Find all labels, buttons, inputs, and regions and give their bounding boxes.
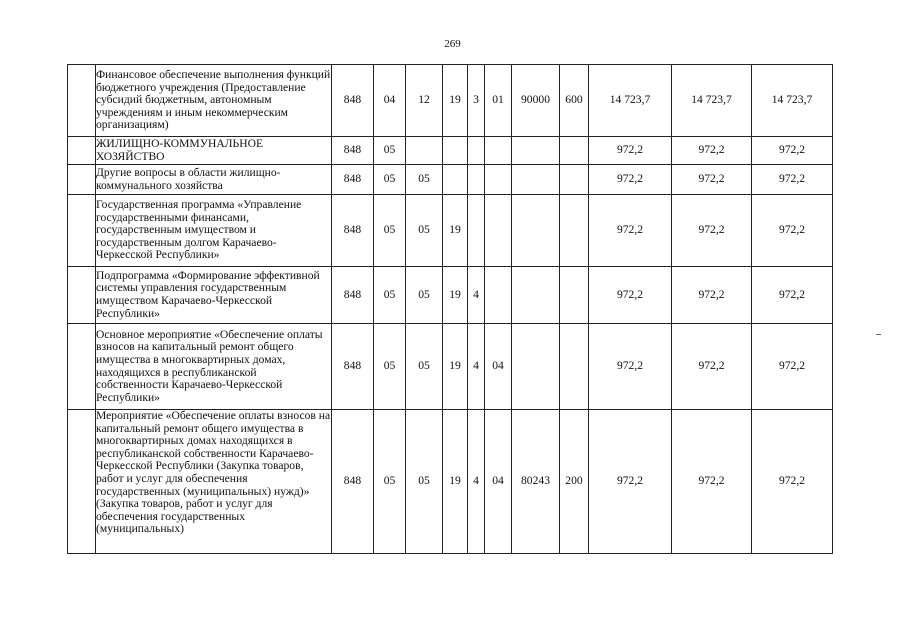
amount-year-3: 972,2	[752, 267, 833, 324]
direction-code	[512, 137, 560, 165]
ministry-code: 848	[332, 165, 374, 195]
direction-code	[512, 165, 560, 195]
section-code: 05	[374, 165, 406, 195]
program-code	[443, 165, 468, 195]
expense-type-code	[560, 267, 589, 324]
amount-year-2: 972,2	[672, 165, 752, 195]
subsection-code: 05	[406, 324, 443, 410]
amount-year-1: 972,2	[589, 137, 672, 165]
row-number-cell	[68, 410, 96, 554]
section-code: 05	[374, 137, 406, 165]
amount-year-3: 972,2	[752, 165, 833, 195]
subprogram-code: 4	[468, 267, 485, 324]
event-code	[485, 195, 512, 267]
table-row	[68, 137, 833, 165]
subsection-code	[406, 137, 443, 165]
ministry-code: 848	[332, 65, 374, 137]
amount-year-1: 14 723,7	[589, 65, 672, 137]
event-code: 04	[485, 324, 512, 410]
subsection-code: 05	[406, 410, 443, 554]
amount-year-2: 972,2	[672, 137, 752, 165]
subsection-code: 05	[406, 165, 443, 195]
direction-code: 90000	[512, 65, 560, 137]
section-code: 05	[374, 410, 406, 554]
amount-year-1: 972,2	[589, 410, 672, 554]
row-name: Финансовое обеспечение выполнения функций бюджетного учреждения (Предоставление субсидий бюджетным, автономным учреждениям и иным некоммерческим организациям)	[96, 65, 332, 137]
amount-year-3: 972,2	[752, 137, 833, 165]
amount-year-1: 972,2	[589, 165, 672, 195]
subprogram-code: 4	[468, 410, 485, 554]
event-code	[485, 165, 512, 195]
program-code: 19	[443, 65, 468, 137]
ministry-code: 848	[332, 195, 374, 267]
expense-type-code	[560, 195, 589, 267]
amount-year-3: 14 723,7	[752, 65, 833, 137]
direction-code	[512, 195, 560, 267]
program-code	[443, 137, 468, 165]
amount-year-2: 972,2	[672, 324, 752, 410]
direction-code	[512, 324, 560, 410]
amount-year-3: 972,2	[752, 410, 833, 554]
row-number-cell	[68, 267, 96, 324]
row-number-cell	[68, 195, 96, 267]
section-code: 04	[374, 65, 406, 137]
event-code	[485, 137, 512, 165]
subprogram-code: 4	[468, 324, 485, 410]
event-code: 01	[485, 65, 512, 137]
amount-year-1: 972,2	[589, 267, 672, 324]
subsection-code: 05	[406, 195, 443, 267]
row-number-cell	[68, 137, 96, 165]
row-name: Государственная программа «Управление государственными финансами, государственным имуществом и государственным долгом Карачаево-Черкесской Республики»	[96, 195, 332, 267]
subprogram-code	[468, 195, 485, 267]
expense-type-code	[560, 324, 589, 410]
expense-type-code	[560, 137, 589, 165]
expense-type-code	[560, 165, 589, 195]
page-number: 269	[444, 38, 461, 50]
row-number-cell	[68, 65, 96, 137]
amount-year-2: 14 723,7	[672, 65, 752, 137]
program-code: 19	[443, 324, 468, 410]
amount-year-2: 972,2	[672, 195, 752, 267]
section-code: 05	[374, 195, 406, 267]
amount-year-3: 972,2	[752, 195, 833, 267]
amount-year-2: 972,2	[672, 267, 752, 324]
scan-mark	[876, 334, 881, 335]
section-code: 05	[374, 267, 406, 324]
table-row	[68, 195, 833, 267]
budget-table	[67, 64, 833, 554]
row-name: ЖИЛИЩНО-КОММУНАЛЬНОЕ ХОЗЯЙСТВО	[96, 137, 332, 165]
program-code: 19	[443, 410, 468, 554]
amount-year-1: 972,2	[589, 195, 672, 267]
program-code: 19	[443, 195, 468, 267]
row-name-text: Мероприятие «Обеспечение оплаты взносов на капитальный ремонт общего имущества в многоквартирных домах находящихся в республиканской собственности Карачаево-Черкесской Республики (Закупка товаров, работ и услуг для обеспечения государственных (муниципальных) нужд)» (Закупка товаров, работ и услуг для обеспечения государственных (муниципальных)	[96, 410, 331, 536]
subsection-code: 05	[406, 267, 443, 324]
row-name: Другие вопросы в области жилищно-коммунального хозяйства	[96, 165, 332, 195]
table-row	[68, 324, 833, 410]
ministry-code: 848	[332, 267, 374, 324]
subprogram-code	[468, 137, 485, 165]
row-name	[96, 410, 332, 554]
amount-year-2: 972,2	[672, 410, 752, 554]
amount-year-3: 972,2	[752, 324, 833, 410]
event-code: 04	[485, 410, 512, 554]
ministry-code: 848	[332, 410, 374, 554]
row-name: Подпрограмма «Формирование эффективной системы управления государственным имуществом Карачаево-Черкесской Республики»	[96, 267, 332, 324]
row-number-cell	[68, 165, 96, 195]
table-row	[68, 165, 833, 195]
direction-code	[512, 267, 560, 324]
section-code: 05	[374, 324, 406, 410]
table-row	[68, 267, 833, 324]
event-code	[485, 267, 512, 324]
ministry-code: 848	[332, 324, 374, 410]
table-row	[68, 410, 833, 554]
direction-code: 80243	[512, 410, 560, 554]
program-code: 19	[443, 267, 468, 324]
subprogram-code	[468, 165, 485, 195]
table-row	[68, 65, 833, 137]
ministry-code: 848	[332, 137, 374, 165]
expense-type-code: 200	[560, 410, 589, 554]
expense-type-code: 600	[560, 65, 589, 137]
row-name: Основное мероприятие «Обеспечение оплаты взносов на капитальный ремонт общего имущества в многоквартирных домах, находящихся в республиканской собственности Карачаево-Черкесской Республики»	[96, 324, 332, 410]
subprogram-code: 3	[468, 65, 485, 137]
amount-year-1: 972,2	[589, 324, 672, 410]
row-number-cell	[68, 324, 96, 410]
subsection-code: 12	[406, 65, 443, 137]
